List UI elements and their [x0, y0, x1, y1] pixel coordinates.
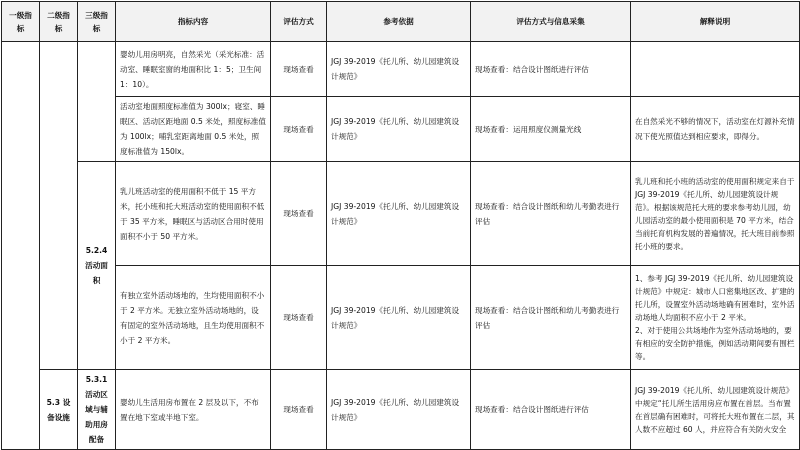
explanation-cell: 1、参考 JGJ 39-2019《托儿所、幼儿园建筑设计规范》中规定：城市人口密集地区改、扩建的托儿所，设置室外活动场地确有困难时，室外活动场地人均面积不应小于 2 平米。 2、对于使用公共场地作为室外活动场地的，要有相应的安全防护措施，例如活动期间要有围栏等。 [631, 266, 800, 370]
method-cell: 现场查看 [271, 370, 327, 450]
header-row [2, 2, 800, 42]
content-cell: 乳儿班活动室的使用面积不低于 15 平方米，托小班和托大班活动室的使用面积不低于 35 平方米，睡眠区与活动区合用时使用面积不小于 50 平方米。 [116, 162, 271, 266]
collection-cell: 现场查看：结合设计图纸进行评估 [471, 42, 631, 97]
header-content: 指标内容 [116, 2, 271, 42]
method-cell: 现场查看 [271, 266, 327, 370]
method-cell: 现场查看 [271, 162, 327, 266]
reference-cell: JGJ 39-2019《托儿所、幼儿园建筑设计规范》 [327, 97, 471, 162]
content-cell: 活动室地面照度标准值为 300lx；寝室、睡眠区、活动区距地面 0.5 米处，照度标准值为 100lx；哺乳室距离地面 0.5 米处，照度标准值为 150lx。 [116, 97, 271, 162]
evaluation-table [1, 1, 800, 450]
content-cell: 婴幼儿用房明亮，自然采光（采光标准：活动室、睡眠室窗的地面积比 1：5；卫生间 1：10）。 [116, 42, 271, 97]
header-method: 评估方式 [271, 2, 327, 42]
header-collection: 评估方式与信息采集 [471, 2, 631, 42]
header-explanation: 解释说明 [631, 2, 800, 42]
explanation-cell: 乳儿班和托小班的活动室的使用面积规定来自于 JGJ 39-2019《托儿所、幼儿园建筑设计规范》。根据该规范托大班的要求参考幼儿园，幼儿园活动室的最小使用面积是 70 平方米，结合当前托育机构发展的普遍情况，托大班目前参照托小班的要求。 [631, 162, 800, 266]
level3-indicator-5-2-4: 5.2.4 活动面积 [78, 162, 116, 370]
explanation-cell [631, 42, 800, 97]
collection-cell: 现场查看：结合设计图纸进行评估 [471, 370, 631, 450]
header-reference: 参考依据 [327, 2, 471, 42]
level3-indicator-5-3-1: 5.3.1 活动区域与辅助用房配备 [78, 370, 116, 450]
explanation-cell: 在自然采光不够的情况下，活动室在灯源补充情况下使光照值达到相应要求，即得分。 [631, 97, 800, 162]
collection-cell: 现场查看：结合设计图纸和幼儿考勤表进行评估 [471, 266, 631, 370]
header-level3: 三级指标 [78, 2, 116, 42]
header-level1: 一级指标 [2, 2, 40, 42]
content-cell: 有独立室外活动场地的，生均使用面积不小于 2 平方米。无独立室外活动场地的，设有固定的室外活动场地，且生均使用面积不小于 2 平方米。 [116, 266, 271, 370]
reference-cell: JGJ 39-2019《托儿所、幼儿园建筑设计规范》 [327, 42, 471, 97]
method-cell: 现场查看 [271, 97, 327, 162]
table-row [2, 42, 800, 97]
reference-cell: JGJ 39-2019《托儿所、幼儿园建筑设计规范》 [327, 266, 471, 370]
level2-indicator-5-3: 5.3 设备设施 [40, 370, 78, 450]
header-level2: 二级指标 [40, 2, 78, 42]
table-row [2, 162, 800, 266]
table-row [2, 266, 800, 370]
table-row [2, 370, 800, 450]
level3-cell [78, 42, 116, 162]
method-cell: 现场查看 [271, 42, 327, 97]
collection-cell: 现场查看：运用照度仪测量光线 [471, 97, 631, 162]
level2-cell [40, 42, 78, 370]
collection-cell: 现场查看：结合设计图纸和幼儿考勤表进行评估 [471, 162, 631, 266]
explanation-cell: JGJ 39-2019《托儿所、幼儿园建筑设计规范》中规定“托儿所生活用房应布置在首层。当布置在首层确有困难时，可将托大班布置在二层，其人数不应超过 60 人，并应符合有关防火安全 [631, 370, 800, 450]
table-row [2, 97, 800, 162]
reference-cell: JGJ 39-2019《托儿所、幼儿园建筑设计规范》 [327, 162, 471, 266]
reference-cell: JGJ 39-2019《托儿所、幼儿园建筑设计规范》 [327, 370, 471, 450]
content-cell: 婴幼儿生活用房布置在 2 层及以下，不布置在地下室或半地下室。 [116, 370, 271, 450]
level1-cell [2, 42, 40, 450]
